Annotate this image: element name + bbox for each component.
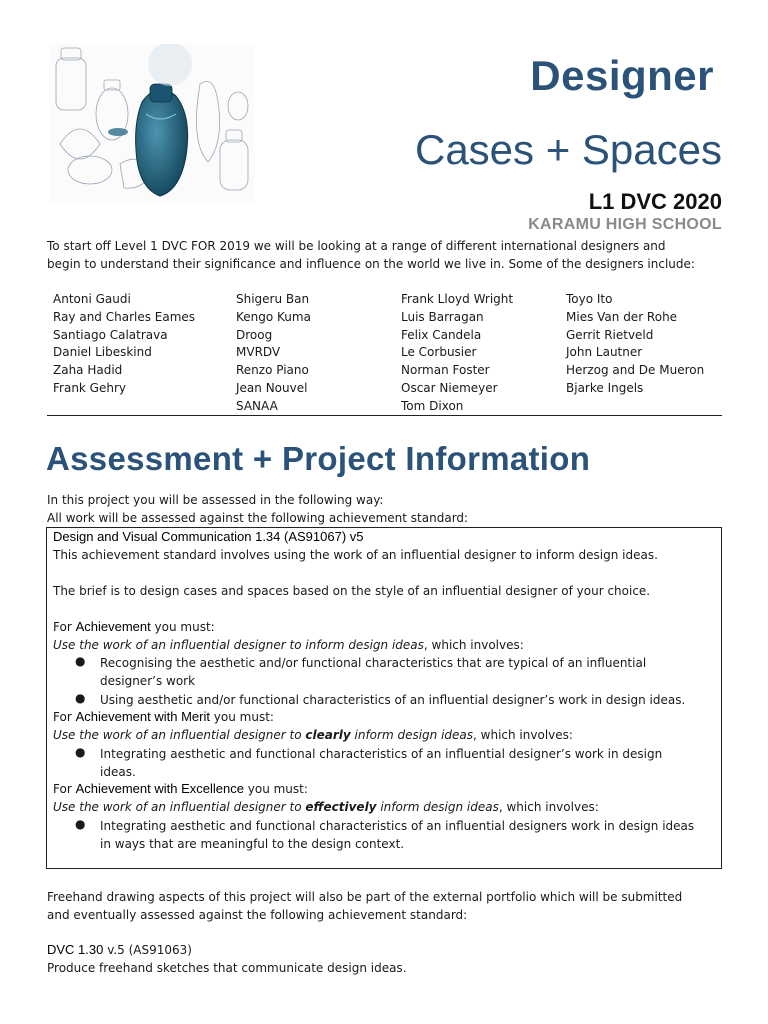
designer-name: Frank Lloyd Wright (401, 292, 514, 306)
designer-name: Droog (236, 327, 273, 342)
achievement-standard-box (46, 527, 722, 869)
designer-name: Gerrit Rietveld (566, 327, 654, 342)
bullet-dot: ● (75, 654, 86, 668)
designer-name: Toyo Ito (566, 292, 613, 306)
intro-line: To start off Level 1 DVC FOR 2019 we will be looking at a range of different international designers and (47, 239, 666, 253)
excellence-criteria: Use the work of an influential designer to effectively inform design ideas, which involves: (53, 800, 599, 814)
freehand-standard: DVC 1.30 v.5 (AS91063) (47, 942, 192, 957)
freehand-standard-label: DVC 1.30 (47, 942, 104, 957)
designer-name: Kengo Kuma (236, 309, 311, 324)
excellence-heading: For Achievement with Excellence you must: (53, 781, 308, 796)
designer-name: Felix Candela (401, 327, 482, 342)
designer-column-3 (401, 291, 513, 416)
assessment-line: All work will be assessed against the following achievement standard: (47, 511, 469, 525)
designer-name: Tom Dixon (401, 398, 464, 413)
intro-paragraph (47, 237, 727, 273)
intro-line: begin to understand their significance and influence on the world we live in. Some of the designers include: (47, 257, 695, 271)
designer-name: Oscar Niemeyer (401, 380, 498, 395)
designer-name: Zaha Hadid (53, 363, 123, 378)
designer-name: Santiago Calatrava (53, 327, 168, 342)
title-line-2: Cases + Spaces (414, 126, 722, 173)
designer-name: MVRDV (236, 345, 281, 360)
achievement-heading: For Achievement you must: (53, 619, 215, 634)
merit-label: Achievement with Merit (75, 709, 210, 724)
designer-column-1 (53, 291, 195, 398)
designer-name: Renzo Piano (236, 363, 309, 378)
achievement-label: Achievement (75, 619, 151, 634)
designer-name: Luis Barragan (401, 309, 484, 324)
designer-name: Mies Van der Rohe (566, 309, 678, 324)
merit-criteria: Use the work of an influential designer to clearly inform design ideas, which involves: (53, 728, 573, 742)
designer-column-2 (236, 291, 311, 416)
merit-heading: For Achievement with Merit you must: (53, 709, 274, 724)
designer-name: Bjarke Ingels (566, 380, 644, 395)
perfume-bottle-sketches-illustration (50, 44, 254, 204)
course-code: L1 DVC 2020 (588, 189, 722, 214)
bullet-text: Integrating aesthetic and functional characteristics of an influential designers work in design ideas in ways that are meaningful to the design context. (100, 819, 695, 851)
freehand-line: Freehand drawing aspects of this project will also be part of the external portfolio which will be submitted (47, 890, 683, 904)
excellence-label: Achievement with Excellence (75, 781, 244, 796)
bullet-text: Integrating aesthetic and functional characteristics of an influential designer’s work in design ideas. (100, 747, 663, 779)
designer-name: John Lautner (566, 345, 643, 360)
designer-name: SANAA (236, 398, 278, 413)
bullet-text: Recognising the aesthetic and/or functional characteristics that are typical of an influential designer’s work (100, 656, 647, 688)
designer-name: Daniel Libeskind (53, 345, 152, 360)
freehand-standard-description: Produce freehand sketches that communicate design ideas. (47, 961, 407, 975)
designer-name: Shigeru Ban (236, 292, 310, 306)
assessment-heading: Assessment + Project Information (46, 440, 591, 477)
achievement-criteria: Use the work of an influential designer to inform design ideas, which involves: (53, 638, 524, 652)
freehand-line: and eventually assessed against the following achievement standard: (47, 908, 468, 922)
designer-column-4 (566, 291, 704, 398)
bullet-dot: ● (75, 817, 86, 831)
designer-name: Antoni Gaudi (53, 292, 131, 306)
project-brief: The brief is to design cases and spaces based on the style of an influential designer of your choice. (53, 584, 651, 598)
designer-name: Le Corbusier (401, 345, 477, 360)
bullet-dot: ● (75, 691, 86, 705)
school-name: KARAMU HIGH SCHOOL (528, 216, 722, 233)
designer-name: Ray and Charles Eames (53, 309, 196, 324)
standard-title: Design and Visual Communication 1.34 (AS91067) v5 (53, 529, 364, 544)
designer-name: Norman Foster (401, 363, 490, 378)
assessment-line: In this project you will be assessed in the following way: (47, 493, 384, 507)
standard-description: This achievement standard involves using the work of an influential designer to inform design ideas. (53, 548, 658, 562)
section-divider (47, 415, 722, 416)
bullet-dot: ● (75, 745, 86, 759)
designer-name: Jean Nouvel (236, 380, 308, 395)
bullet-text: Using aesthetic and/or functional characteristics of an influential designer’s work in design ideas. (100, 693, 686, 707)
title-line-1: Designer (530, 52, 714, 99)
designer-name: Herzog and De Mueron (566, 363, 705, 378)
designer-name: Frank Gehry (53, 380, 127, 395)
